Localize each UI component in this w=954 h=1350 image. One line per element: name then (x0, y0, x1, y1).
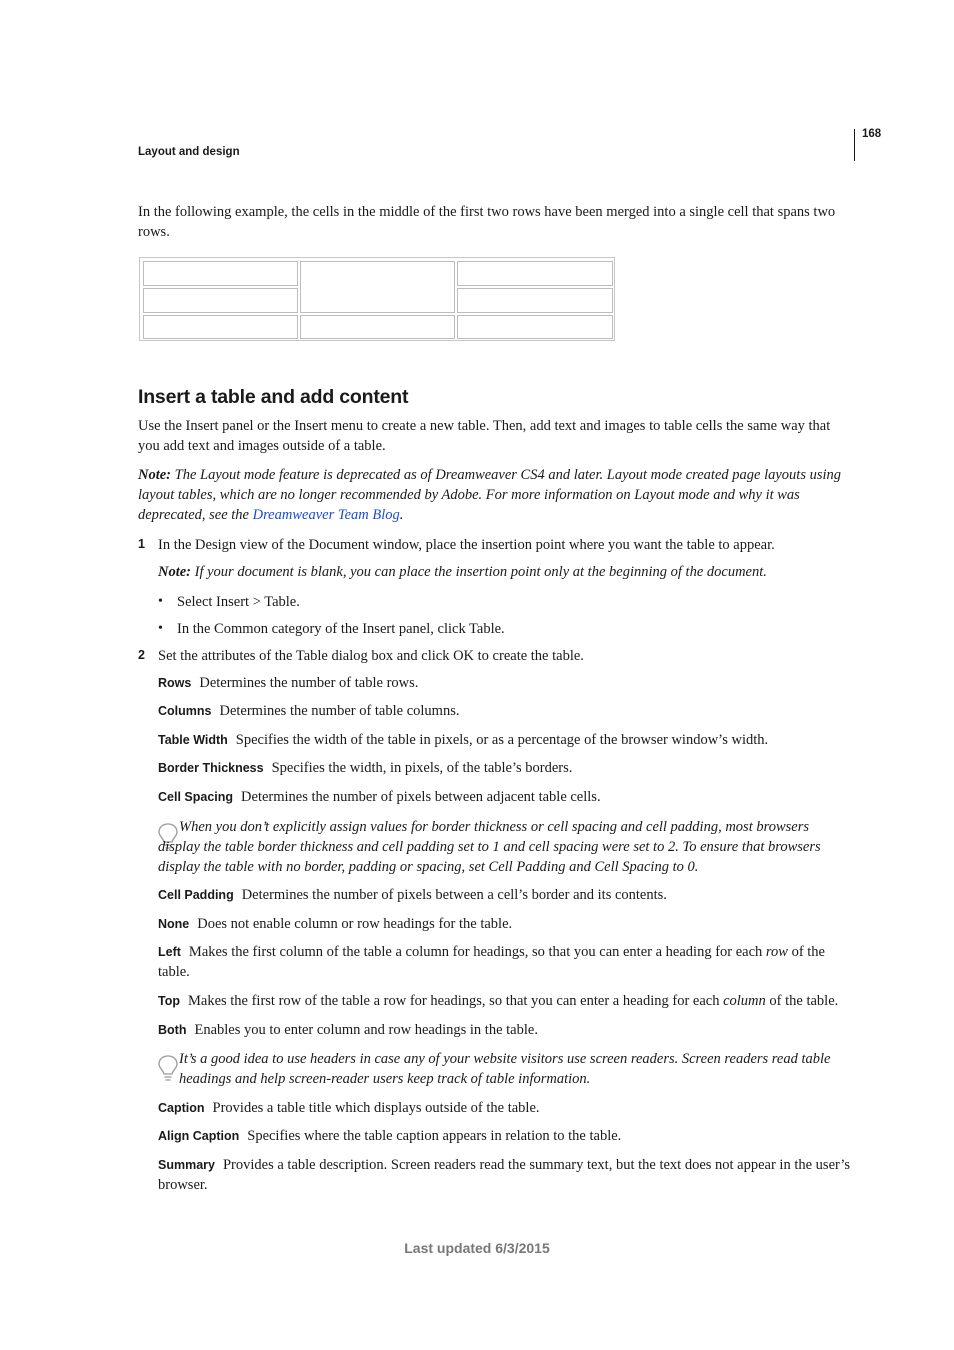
def-desc: Determines the number of pixels between adjacent table cells. (241, 789, 601, 805)
def-columns (158, 701, 854, 721)
def-cell-spacing (158, 787, 854, 807)
tip-text: It’s a good idea to use headers in case any of your website visitors use screen readers. Screen readers read table headings and help screen-reader users keep track of table information. (179, 1051, 831, 1087)
def-left (158, 942, 854, 982)
step-text: In the Design view of the Document window, place the insertion point where you want the table to appear. (158, 537, 775, 553)
header-divider (854, 129, 855, 161)
def-emphasis: row (765, 944, 788, 960)
def-table-width (158, 730, 854, 750)
note-label: Note: (158, 564, 192, 580)
blank-document-note (158, 562, 854, 582)
def-desc: Does not enable column or row headings for the table. (197, 916, 513, 932)
def-both (158, 1020, 854, 1040)
def-none (158, 914, 854, 934)
last-updated-footer: Last updated 6/3/2015 (404, 1240, 550, 1256)
def-emphasis: column (723, 993, 766, 1009)
def-desc: Enables you to enter column and row headings in the table. (194, 1022, 538, 1038)
bullet-dot: • (158, 621, 163, 636)
example-merged-table (139, 257, 615, 341)
def-desc: Determines the number of table columns. (219, 703, 460, 719)
def-term: Table Width (158, 733, 228, 747)
intro-paragraph: In the following example, the cells in the middle of the first two rows have been merged into a single cell that spans two rows. (138, 204, 836, 240)
def-desc: Specifies the width of the table in pixels, or as a percentage of the browser window’s width. (235, 732, 769, 748)
table-cell (300, 315, 455, 339)
section-heading: Insert a table and add content (138, 386, 409, 408)
def-term: Top (158, 994, 180, 1008)
def-top (158, 991, 858, 1011)
def-term: Rows (158, 676, 192, 690)
table-cell (143, 288, 298, 313)
def-desc: Makes the first column of the table a column for headings, so that you can enter a heading for each (188, 944, 766, 960)
table-cell (143, 261, 298, 286)
def-desc: Determines the number of pixels between a cell’s border and its contents. (241, 887, 667, 903)
def-term: Cell Spacing (158, 790, 234, 804)
def-term: Caption (158, 1101, 205, 1115)
def-term: Summary (158, 1158, 215, 1172)
def-cell-padding (158, 885, 854, 905)
def-desc: Makes the first row of the table a row for headings, so that you can enter a heading for each (187, 993, 724, 1009)
def-term: None (158, 917, 190, 931)
step-number: 2 (138, 648, 145, 662)
def-rows (158, 673, 854, 693)
step-text: Set the attributes of the Table dialog box and click OK to create the table. (158, 648, 584, 664)
table-cell (457, 288, 613, 313)
note-text: If your document is blank, you can place the insertion point only at the beginning of the document. (191, 564, 767, 580)
def-term: Columns (158, 704, 212, 718)
def-term: Left (158, 945, 181, 959)
bullet-item: In the Common category of the Insert panel, click Table. (177, 621, 505, 637)
note-text: The Layout mode feature is deprecated as of Dreamweaver CS4 and later. Layout mode created page layouts using layout tables, which are no longer recommended by Adobe. For more information on Layout mode and why it was deprecated, see the (138, 467, 842, 523)
note-end: . (399, 507, 404, 523)
def-align-caption (158, 1126, 854, 1146)
merged-table-cell (300, 261, 455, 313)
def-term: Cell Padding (158, 888, 234, 902)
def-desc: Provides a table title which displays outside of the table. (212, 1100, 540, 1116)
table-cell (143, 315, 298, 339)
def-term: Border Thickness (158, 761, 264, 775)
def-desc: Provides a table description. Screen readers read the summary text, but the text does not appear in the user’s browser. (158, 1157, 851, 1193)
def-desc: Determines the number of table rows. (199, 675, 419, 691)
def-desc: of the table. (765, 993, 839, 1009)
note-label: Note: (138, 467, 172, 483)
def-caption (158, 1098, 854, 1118)
def-border-thickness (158, 758, 854, 778)
step-number: 1 (138, 537, 145, 551)
def-term: Align Caption (158, 1129, 240, 1143)
page-number: 168 (862, 128, 882, 140)
deprecation-note (138, 465, 854, 525)
body-paragraph: Use the Insert panel or the Insert menu to create a new table. Then, add text and images to table cells the same way that you add text and images outside of a table. (138, 418, 831, 454)
running-header: Layout and design (138, 146, 240, 158)
def-desc: of the table. (158, 944, 825, 980)
def-term: Both (158, 1023, 187, 1037)
team-blog-link[interactable]: Dreamweaver Team Blog (252, 507, 400, 523)
def-desc: Specifies where the table caption appears in relation to the table. (247, 1128, 622, 1144)
bullet-dot: • (158, 594, 163, 609)
def-summary (158, 1155, 854, 1195)
bullet-item: Select Insert > Table. (177, 594, 300, 610)
def-desc: Specifies the width, in pixels, of the table’s borders. (271, 760, 573, 776)
tip-text: When you don’t explicitly assign values for border thickness or cell spacing and cell padding, most browsers display the table border thickness and cell padding set to 1 and cell spacing were set to 2. To ensure that browsers display the table with no border, padding or spacing, set Cell Padding and Cell Spacing to 0. (158, 819, 821, 875)
table-cell (457, 315, 613, 339)
table-cell (457, 261, 613, 286)
lightbulb-icon (157, 1054, 179, 1084)
